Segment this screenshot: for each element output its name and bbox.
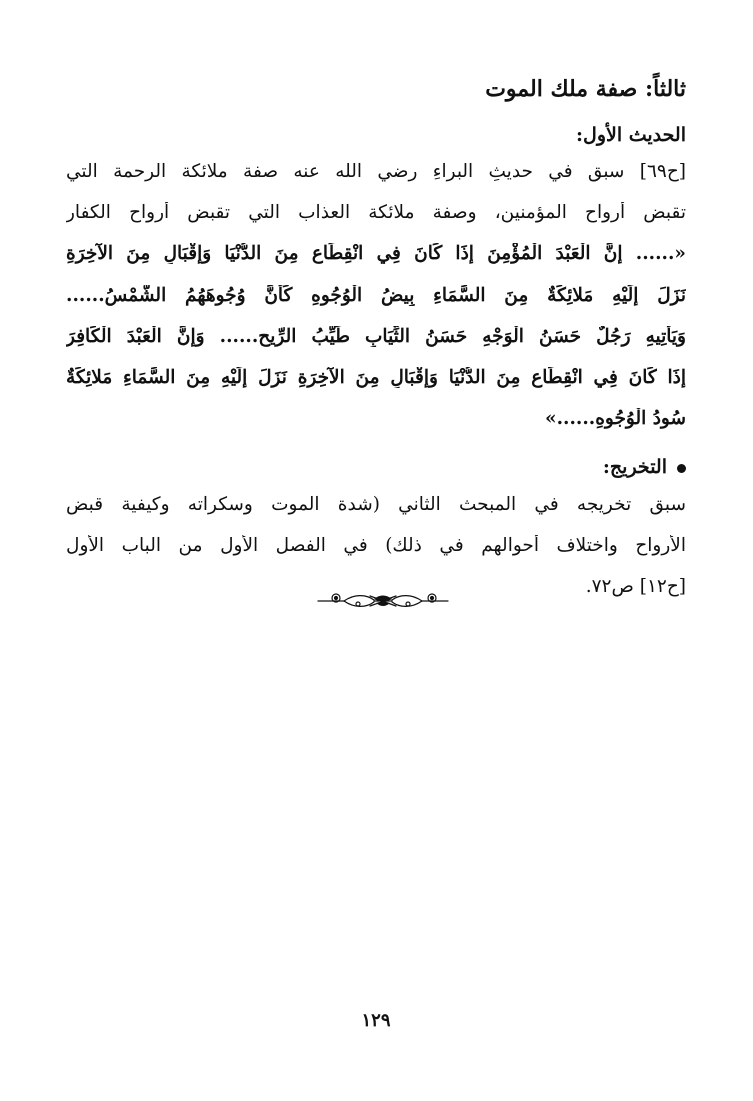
hadith-quote-line-1: «...... إِنَّ الْعَبْدَ الْمُؤْمِنَ إِذَا كَانَ فِي انْقِطَاعٍ مِنَ الدُّنْيَا وَإِقْبَالٍ مِنَ الآخِرَةِ (66, 243, 686, 264)
takhrij-text-line-3: [ح١٢] ص٧٢. (585, 576, 686, 597)
hadith-quote-line-3: وَيَأْتِيهِ رَجُلٌ حَسَنُ الْوَجْهِ حَسَنُ الثِّيَابِ طَيِّبُ الرِّيحِ...... وَإِنَّ الْعَبْدَ الْكَافِرَ (66, 326, 686, 347)
hadith-text-line-1: [ح٦٩] سبق في حديثِ البراءِ رضي الله عنه صفة ملائكة الرحمة التي (66, 161, 686, 182)
hadith-quote-line-5: سُودُ الْوُجُوهِ......» (545, 408, 686, 429)
hadith-quote-line-4: إِذَا كَانَ فِي انْقِطَاعٍ مِنَ الدُّنْيَا وَإِقْبَالٍ مِنَ الآخِرَةِ نَزَلَ إِلَيْهِ مِنَ السَّمَاءِ مَلائِكَةٌ (66, 367, 686, 388)
hadith-heading: الحديث الأول: (576, 124, 686, 146)
takhrij-heading: التخريج: (602, 456, 667, 478)
takhrij-heading-row (603, 456, 686, 478)
hadith-text-line-2: تقبض أرواح المؤمنين، وصفة ملائكة العذاب التي تقبض أرواح الكفار (66, 202, 686, 223)
section-heading: ثالثاً: صفة ملك الموت (485, 76, 686, 102)
document-page (66, 58, 686, 1058)
takhrij-text-line-1: سبق تخريجه في المبحث الثاني (شدة الموت وسكراته وكيفية قبض (66, 494, 686, 515)
hadith-quote-line-2: نَزَلَ إِلَيْهِ مَلائِكَةٌ مِنَ السَّمَاءِ بِيضُ الْوُجُوهِ كَأَنَّ وُجُوهَهُمُ الشَّمْسُ...... (66, 285, 686, 306)
floral-divider-icon (314, 588, 452, 614)
bullet-icon (677, 464, 686, 473)
page-number: ١٢٩ (361, 1010, 391, 1031)
takhrij-text-line-2: الأرواح واختلاف أحوالهم في ذلك) في الفصل الأول من الباب الأول (66, 535, 686, 556)
